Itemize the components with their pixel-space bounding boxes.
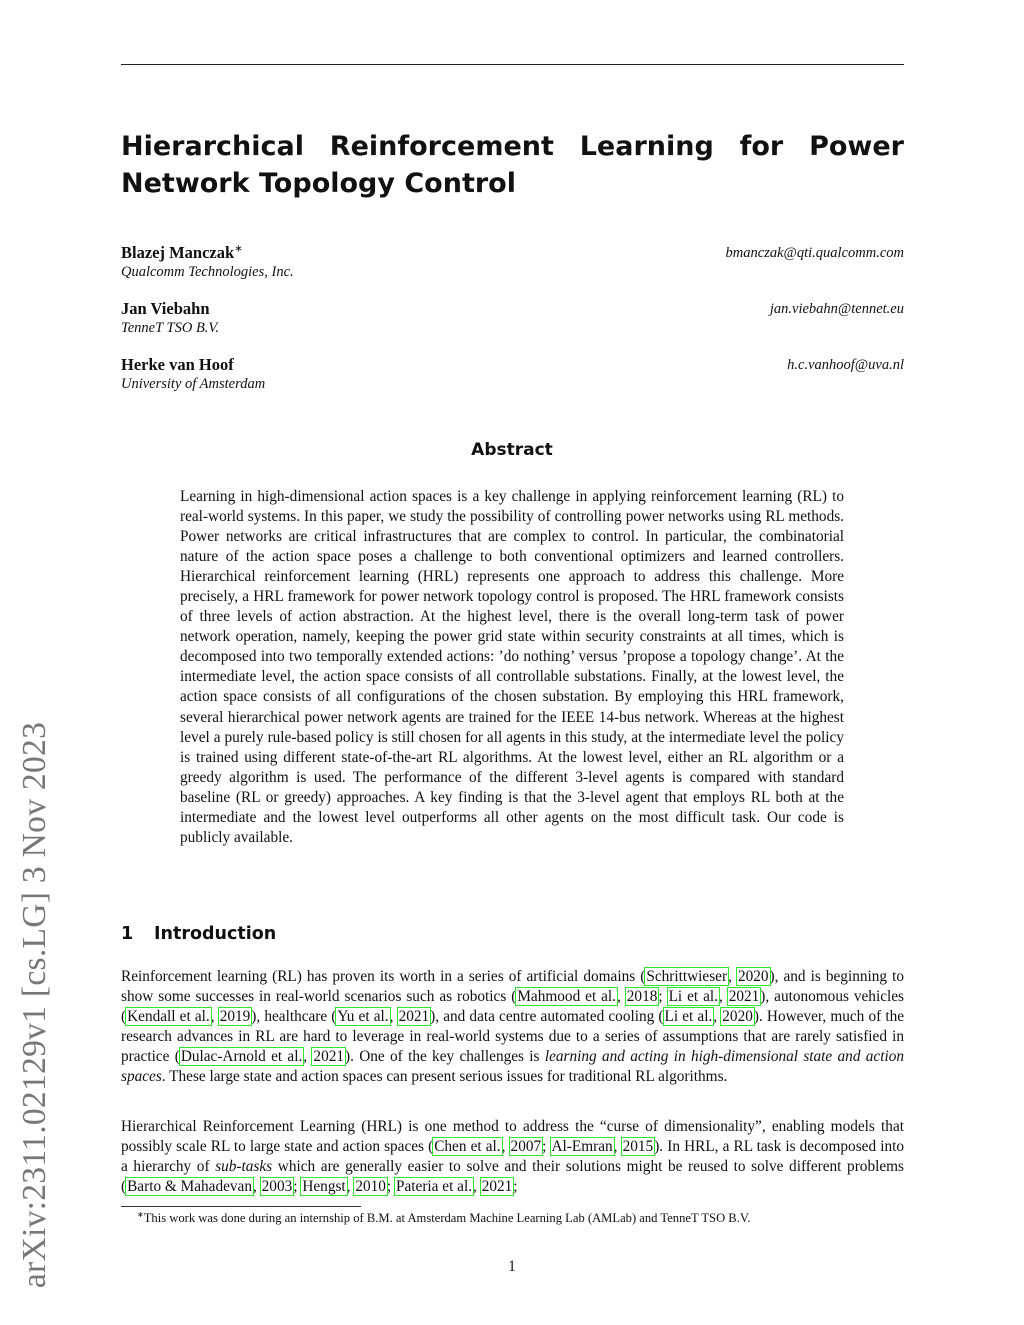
- citation-link[interactable]: 2019: [219, 1008, 251, 1026]
- footnote: [121, 1210, 904, 1226]
- author-email[interactable]: jan.viebahn@tennet.eu: [769, 301, 904, 317]
- citation-link[interactable]: 2007: [510, 1138, 542, 1156]
- author-name: Jan Viebahn: [121, 299, 210, 318]
- emphasis: sub-tasks: [215, 1158, 273, 1176]
- author-affiliation: TenneT TSO B.V.: [121, 320, 220, 336]
- citation-link[interactable]: Dulac-Arnold et al.: [180, 1048, 303, 1066]
- author-block: [121, 299, 904, 339]
- citation-link[interactable]: Hengst: [302, 1178, 346, 1196]
- paper-title: Hierarchical Reinforcement Learning for Power Network Topology Control: [121, 131, 904, 199]
- footnote-rule: [121, 1206, 361, 1207]
- citation-link[interactable]: Li et al.: [668, 988, 718, 1006]
- citation-link[interactable]: Chen et al.: [434, 1138, 501, 1156]
- author-name: Herke van Hoof: [121, 355, 234, 374]
- citation-link[interactable]: Pateria et al.: [396, 1178, 473, 1196]
- citation-link[interactable]: 2010: [355, 1178, 386, 1196]
- citation-link[interactable]: 2021: [728, 988, 760, 1006]
- footnote-mark[interactable]: ∗: [234, 243, 243, 255]
- citation-link[interactable]: 2015: [622, 1138, 654, 1156]
- abstract-heading: Abstract: [471, 440, 553, 460]
- citation-link[interactable]: Schrittwieser: [646, 968, 728, 985]
- citation-link[interactable]: 2020: [722, 1008, 753, 1026]
- citation-link[interactable]: 2021: [313, 1048, 345, 1066]
- footnote-mark: ∗: [137, 1210, 144, 1219]
- intro-paragraph-1: Reinforcement learning (RL) has proven its worth in a series of artificial domains (Schrittwieser, 2020), and is beginning to show some successes in real-world scenarios such as robotics (Mahmood et al., 2018; Li et al., 2021), autonomous vehicles (Kendall et al., 2019), healthcare (Yu et al., 2021), and data centre automated cooling (Li et al., 2020). However, much of the research advances in RL are hard to leverage in real-world systems due to a series of assumptions that are rarely satisfied in practice (Dulac-Arnold et al., 2021). One of the key challenges is learning and acting in high-dimensional state and action spaces. These large state and action spaces can present serious issues for traditional RL algorithms.: [121, 968, 905, 1086]
- footnote-text: This work was done during an internship of B.M. at Amsterdam Machine Learning Lab (AMLab) and TenneT TSO B.V.: [143, 1211, 751, 1226]
- citation-link[interactable]: 2018: [626, 988, 658, 1006]
- citation-link[interactable]: 2003: [261, 1178, 293, 1196]
- citation-link[interactable]: Barto & Mahadevan: [127, 1178, 252, 1196]
- intro-paragraph-2: Hierarchical Reinforcement Learning (HRL) is one method to address the “curse of dimensionality”, enabling models that possibly scale RL to large state and action spaces (Chen et al., 2007; Al-Emran, 2015). In HRL, a RL task is decomposed into a hierarchy of sub-tasks which are generally easier to solve and their solutions might be reused to solve different problems (Barto & Mahadevan, 2003; Hengst, 2010; Pateria et al., 2021;: [121, 1118, 904, 1196]
- author-block: [121, 243, 904, 283]
- citation-link[interactable]: Al-Emran: [551, 1138, 613, 1156]
- emphasis: learning and acting in high-dimensional state and action spaces: [121, 1048, 905, 1086]
- section-title: Introduction: [154, 924, 277, 944]
- citation-link[interactable]: Mahmood et al.: [517, 988, 616, 1006]
- citation-link[interactable]: 2021: [481, 1178, 513, 1196]
- section-heading: [121, 924, 276, 944]
- author-name: Blazej Manczak∗: [121, 243, 243, 262]
- top-rule: [121, 64, 904, 65]
- page-number: 1: [508, 1258, 516, 1275]
- author-block: [121, 355, 904, 395]
- author-email[interactable]: h.c.vanhoof@uva.nl: [787, 357, 904, 373]
- abstract-text: Learning in high-dimensional action spaces is a key challenge in applying reinforcement learning (RL) to real-world systems. In this paper, we study the possibility of controlling power networks using RL methods. Power networks are critical infrastructures that are complex to control. In particular, the combinatorial nature of the action space poses a challenge to both conventional optimizers and learned controllers. Hierarchical reinforcement learning (HRL) represents one approach to address this challenge. More precisely, a HRL framework for power network topology control is proposed. The HRL framework consists of three levels of action abstraction. At the highest level, there is the overall long-term task of power network operation, namely, keeping the power grid state within security constraints at all times, which is decomposed into two temporally extended actions: ’do nothing’ versus ’propose a topology change’. At the intermediate level, the action space consists of all controllable substations. Finally, at the lowest level, the action space consists of all configurations of the chosen substation. By employing this HRL framework, several hierarchical power network agents are trained for the IEEE 14-bus network. Whereas at the highest level a purely rule-based policy is still chosen for all agents in this study, at the intermediate level the policy is trained using different state-of-the-art RL algorithms. At the lowest level, either an RL algorithm or a greedy algorithm is used. The performance of the different 3-level agents is compared with standard baseline (RL or greedy) approaches. A key finding is that the 3-level agent that employs RL both at the intermediate and the lowest level outperforms all other agents on the most difficult task. Our code is publicly available.: [180, 488, 844, 846]
- citation-link[interactable]: 2020: [737, 968, 769, 985]
- section-number: 1: [121, 924, 134, 944]
- author-affiliation: University of Amsterdam: [121, 376, 266, 392]
- author-affiliation: Qualcomm Technologies, Inc.: [121, 264, 294, 280]
- citation-link[interactable]: Li et al.: [664, 1008, 713, 1026]
- citation-link[interactable]: Kendall et al.: [127, 1008, 210, 1026]
- arxiv-stamp-text: arXiv:2311.02129v1 [cs.LG] 3 Nov 2023: [16, 721, 53, 1289]
- author-email[interactable]: bmanczak@qti.qualcomm.com: [725, 245, 904, 261]
- citation-link[interactable]: Yu et al.: [337, 1008, 389, 1026]
- citation-link[interactable]: 2021: [398, 1008, 430, 1026]
